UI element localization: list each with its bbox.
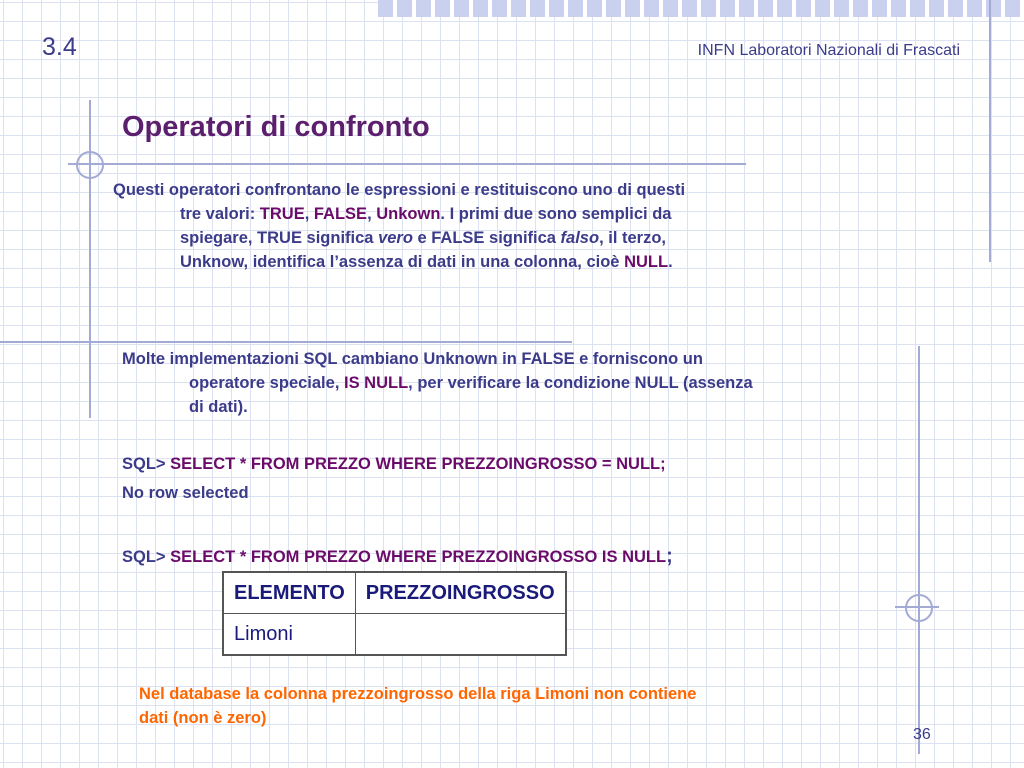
keyword-true: TRUE bbox=[259, 205, 305, 223]
sql-command: SELECT * FROM PREZZO WHERE PREZZOINGROSSO IS NULL bbox=[170, 548, 667, 566]
table-cell: Limoni bbox=[223, 614, 355, 656]
sql-terminator: ; bbox=[666, 545, 673, 567]
decor-vline-right bbox=[918, 346, 920, 754]
decor-vline-topright bbox=[989, 0, 991, 262]
word-vero: vero bbox=[378, 229, 413, 247]
sql-query-2 bbox=[122, 545, 673, 568]
institute-name: INFN Laboratori Nazionali di Frascati bbox=[697, 42, 960, 59]
table-header-row bbox=[223, 572, 566, 614]
decor-circle-title bbox=[76, 151, 104, 179]
para1-line3: spiegare, TRUE significa vero e FALSE significa falso, il terzo, bbox=[180, 229, 666, 247]
note-line1: Nel database la colonna prezzoingrosso della riga Limoni non contiene bbox=[139, 685, 697, 703]
table-header-cell: PREZZOINGROSSO bbox=[355, 572, 565, 614]
sql-prompt: SQL> bbox=[122, 548, 171, 566]
slide-section-number: 3.4 bbox=[42, 33, 77, 61]
sql-query-1 bbox=[122, 455, 666, 474]
decor-hline-mid bbox=[0, 341, 572, 343]
para2-line3: di dati). bbox=[189, 398, 248, 416]
decor-circle-right bbox=[905, 594, 933, 622]
sql-prompt: SQL> bbox=[122, 455, 171, 473]
word-falso: falso bbox=[560, 229, 600, 247]
paragraph-2 bbox=[122, 347, 753, 419]
keyword-null: NULL bbox=[624, 253, 669, 271]
para2-line1: Molte implementazioni SQL cambiano Unknown in FALSE e forniscono un bbox=[122, 350, 703, 368]
decor-hline-title bbox=[68, 163, 746, 165]
sql-result-1: No row selected bbox=[122, 484, 249, 502]
decor-vline-left bbox=[89, 100, 91, 418]
para1-line2: tre valori: TRUE, FALSE, Unkown. I primi due sono semplici da bbox=[180, 205, 672, 223]
keyword-is-null: IS NULL bbox=[344, 374, 409, 392]
para1-line4: Unknow, identifica l’assenza di dati in una colonna, cioè NULL. bbox=[180, 253, 673, 271]
table-row bbox=[223, 614, 566, 656]
keyword-false: FALSE bbox=[313, 205, 368, 223]
sql-command: SELECT * FROM PREZZO WHERE PREZZOINGROSSO = NULL; bbox=[170, 455, 666, 473]
para2-line2: operatore speciale, IS NULL, per verificare la condizione NULL (assenza bbox=[189, 374, 753, 392]
header-band bbox=[378, 0, 1024, 17]
note-line2: dati (non è zero) bbox=[139, 709, 267, 727]
paragraph-1 bbox=[113, 178, 685, 274]
result-table bbox=[222, 571, 567, 656]
table-header-cell: ELEMENTO bbox=[223, 572, 355, 614]
keyword-unknown: Unkown bbox=[376, 205, 441, 223]
para1-line1: Questi operatori confrontano le espressioni e restituiscono uno di questi bbox=[113, 181, 686, 199]
page-number: 36 bbox=[913, 726, 931, 743]
table-cell bbox=[355, 614, 565, 656]
note-text bbox=[139, 682, 696, 730]
slide-title: Operatori di confronto bbox=[122, 111, 430, 143]
